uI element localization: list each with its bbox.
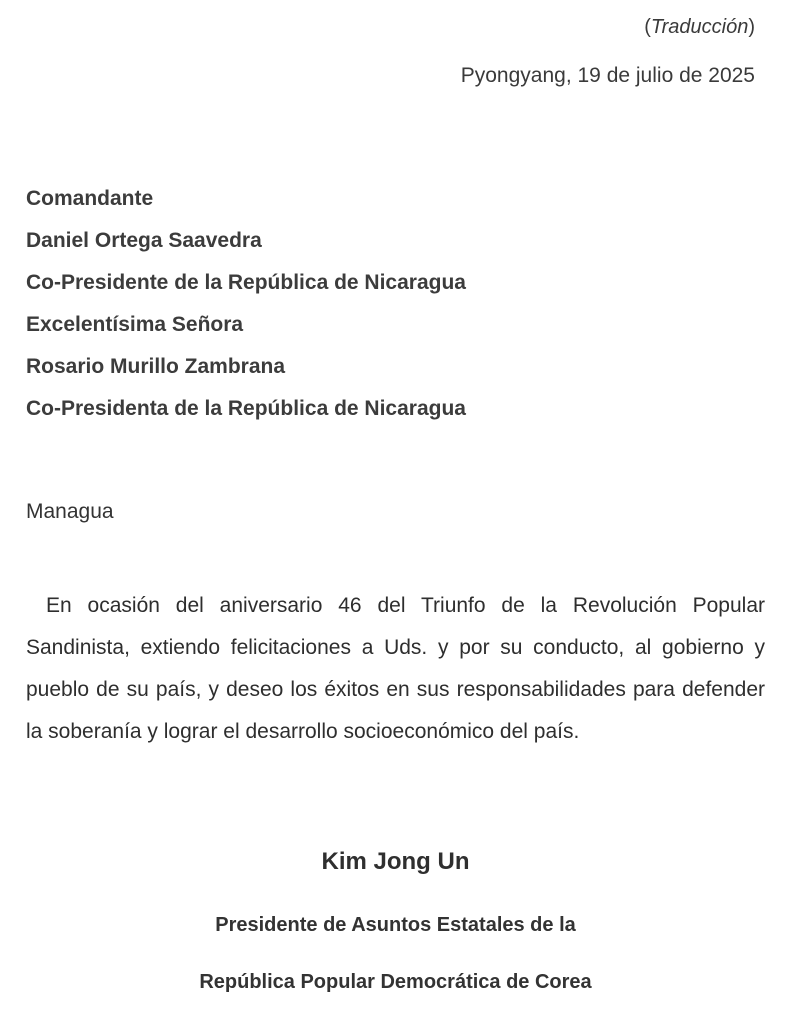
addressee-honorific: Excelentísima Señora xyxy=(26,313,244,336)
translation-note xyxy=(644,16,755,39)
date-line: Pyongyang, 19 de julio de 2025 xyxy=(460,64,755,87)
addressee-name-1: Daniel Ortega Saavedra xyxy=(26,229,262,252)
addressee-title-2: Co-Presidenta de la República de Nicaragua xyxy=(26,397,466,420)
paren-close: ) xyxy=(748,16,755,38)
addressee-title-1: Co-Presidente de la República de Nicaragua xyxy=(26,271,466,294)
letter-body-paragraph: En ocasión del aniversario 46 del Triunfo de la Revolución Popular Sandinista, extiendo felicitaciones a Uds. y por su conducto, al gobierno y pueblo de su país, y deseo los éxitos en sus responsabilidades para defender la soberanía y lograr el desarrollo socioeconómico del país. xyxy=(26,594,765,743)
signer-name: Kim Jong Un xyxy=(321,848,470,875)
signer-title-line-2: República Popular Democrática de Corea xyxy=(199,971,592,993)
paren-open: ( xyxy=(644,16,651,38)
signer-title-line-1: Presidente de Asuntos Estatales de la xyxy=(215,914,576,936)
translation-label: Traducción xyxy=(650,16,749,38)
addressee-rank: Comandante xyxy=(26,187,154,210)
addressee-block xyxy=(26,184,726,436)
city: Managua xyxy=(26,500,114,523)
addressee-name-2: Rosario Murillo Zambrana xyxy=(26,355,286,378)
